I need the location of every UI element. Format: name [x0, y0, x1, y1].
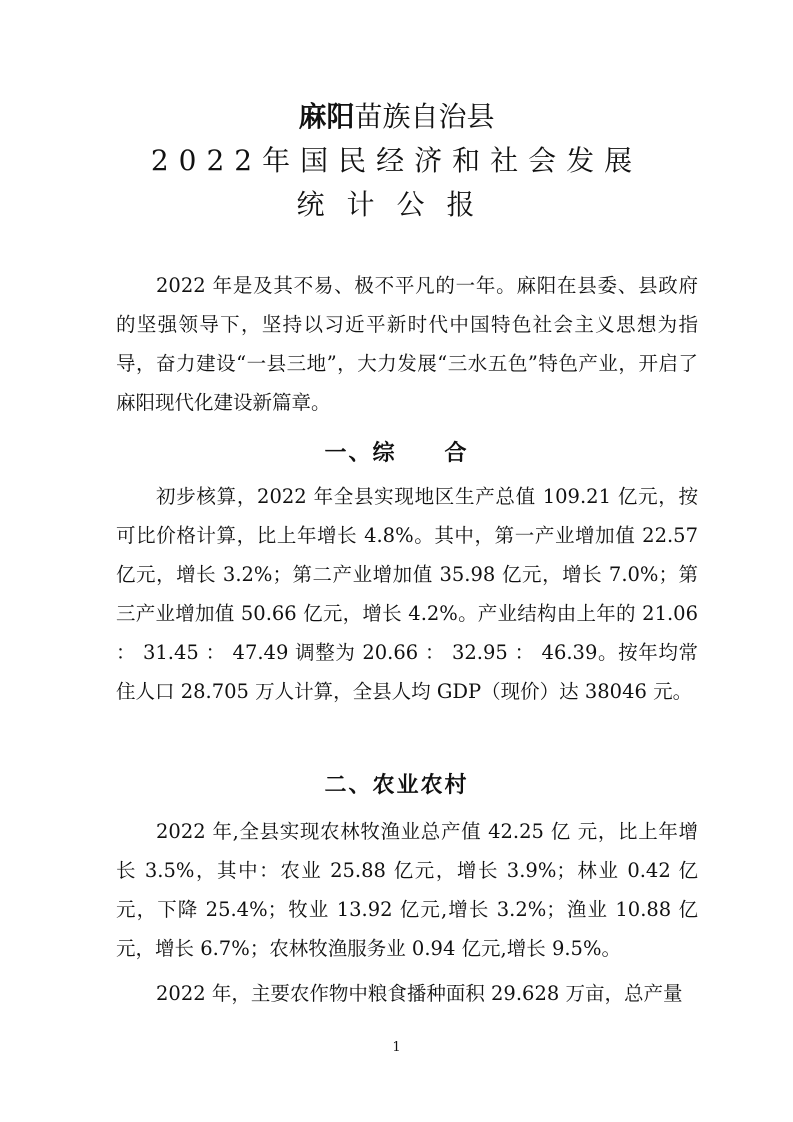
document-subtitle: 2022年国民经济和社会发展 [150, 144, 643, 177]
crops-paragraph: 2022 年，主要农作物中粮食播种面积 29.628 万亩，总产量 [156, 982, 683, 1005]
section-heading-agriculture: 二、农业农村 [324, 773, 469, 798]
agriculture-paragraph: 2022 年,全县实现农林牧渔业总产值 42.25 亿 元，比上年增长 3.5%，其中：农业 25.88 亿元，增长 3.9%；林业 0.42 亿元，下降 25.4%；牧业 13.92 亿元,增长 3.2%；渔业 10.88 亿元，增长 6.7%；农林牧渔服务业 0.94 亿元,增长 9.5%。 [116, 820, 698, 960]
page-number: 1 [392, 1040, 401, 1055]
section-heading-general: 一、综 合 [324, 441, 469, 466]
intro-paragraph: 2022 年是及其不易、极不平凡的一年。麻阳在县委、县政府的坚强领导下，坚持以习近平新时代中国特色社会主义思想为指导，奋力建设“一县三地”，大力发展“三水五色”特色产业，开启了麻阳现代化建设新篇章。 [116, 274, 698, 414]
title-county-name: 麻阳 [298, 100, 355, 133]
title-county-suffix: 苗族自治县 [354, 100, 495, 133]
document-subtitle-2: 统计公报 [296, 188, 497, 221]
document-title [0, 96, 793, 138]
general-paragraph: 初步核算，2022 年全县实现地区生产总值 109.21 亿元，按可比价格计算，比上年增长 4.8%。其中，第一产业增加值 22.57 亿元，增长 3.2%；第二产业增加值 35.98 亿元，增长 7.0%；第三产业增加值 50.66 亿元，增长 4.2%。产业结构由上年的 21.06 ： 31.45 ： 47.49 调整为 20.66 ： 32.95 ： 46.39。按年均常住人口 28.705 万人计算，全县人均 GDP（现价）达 38046 元。 [116, 485, 698, 703]
